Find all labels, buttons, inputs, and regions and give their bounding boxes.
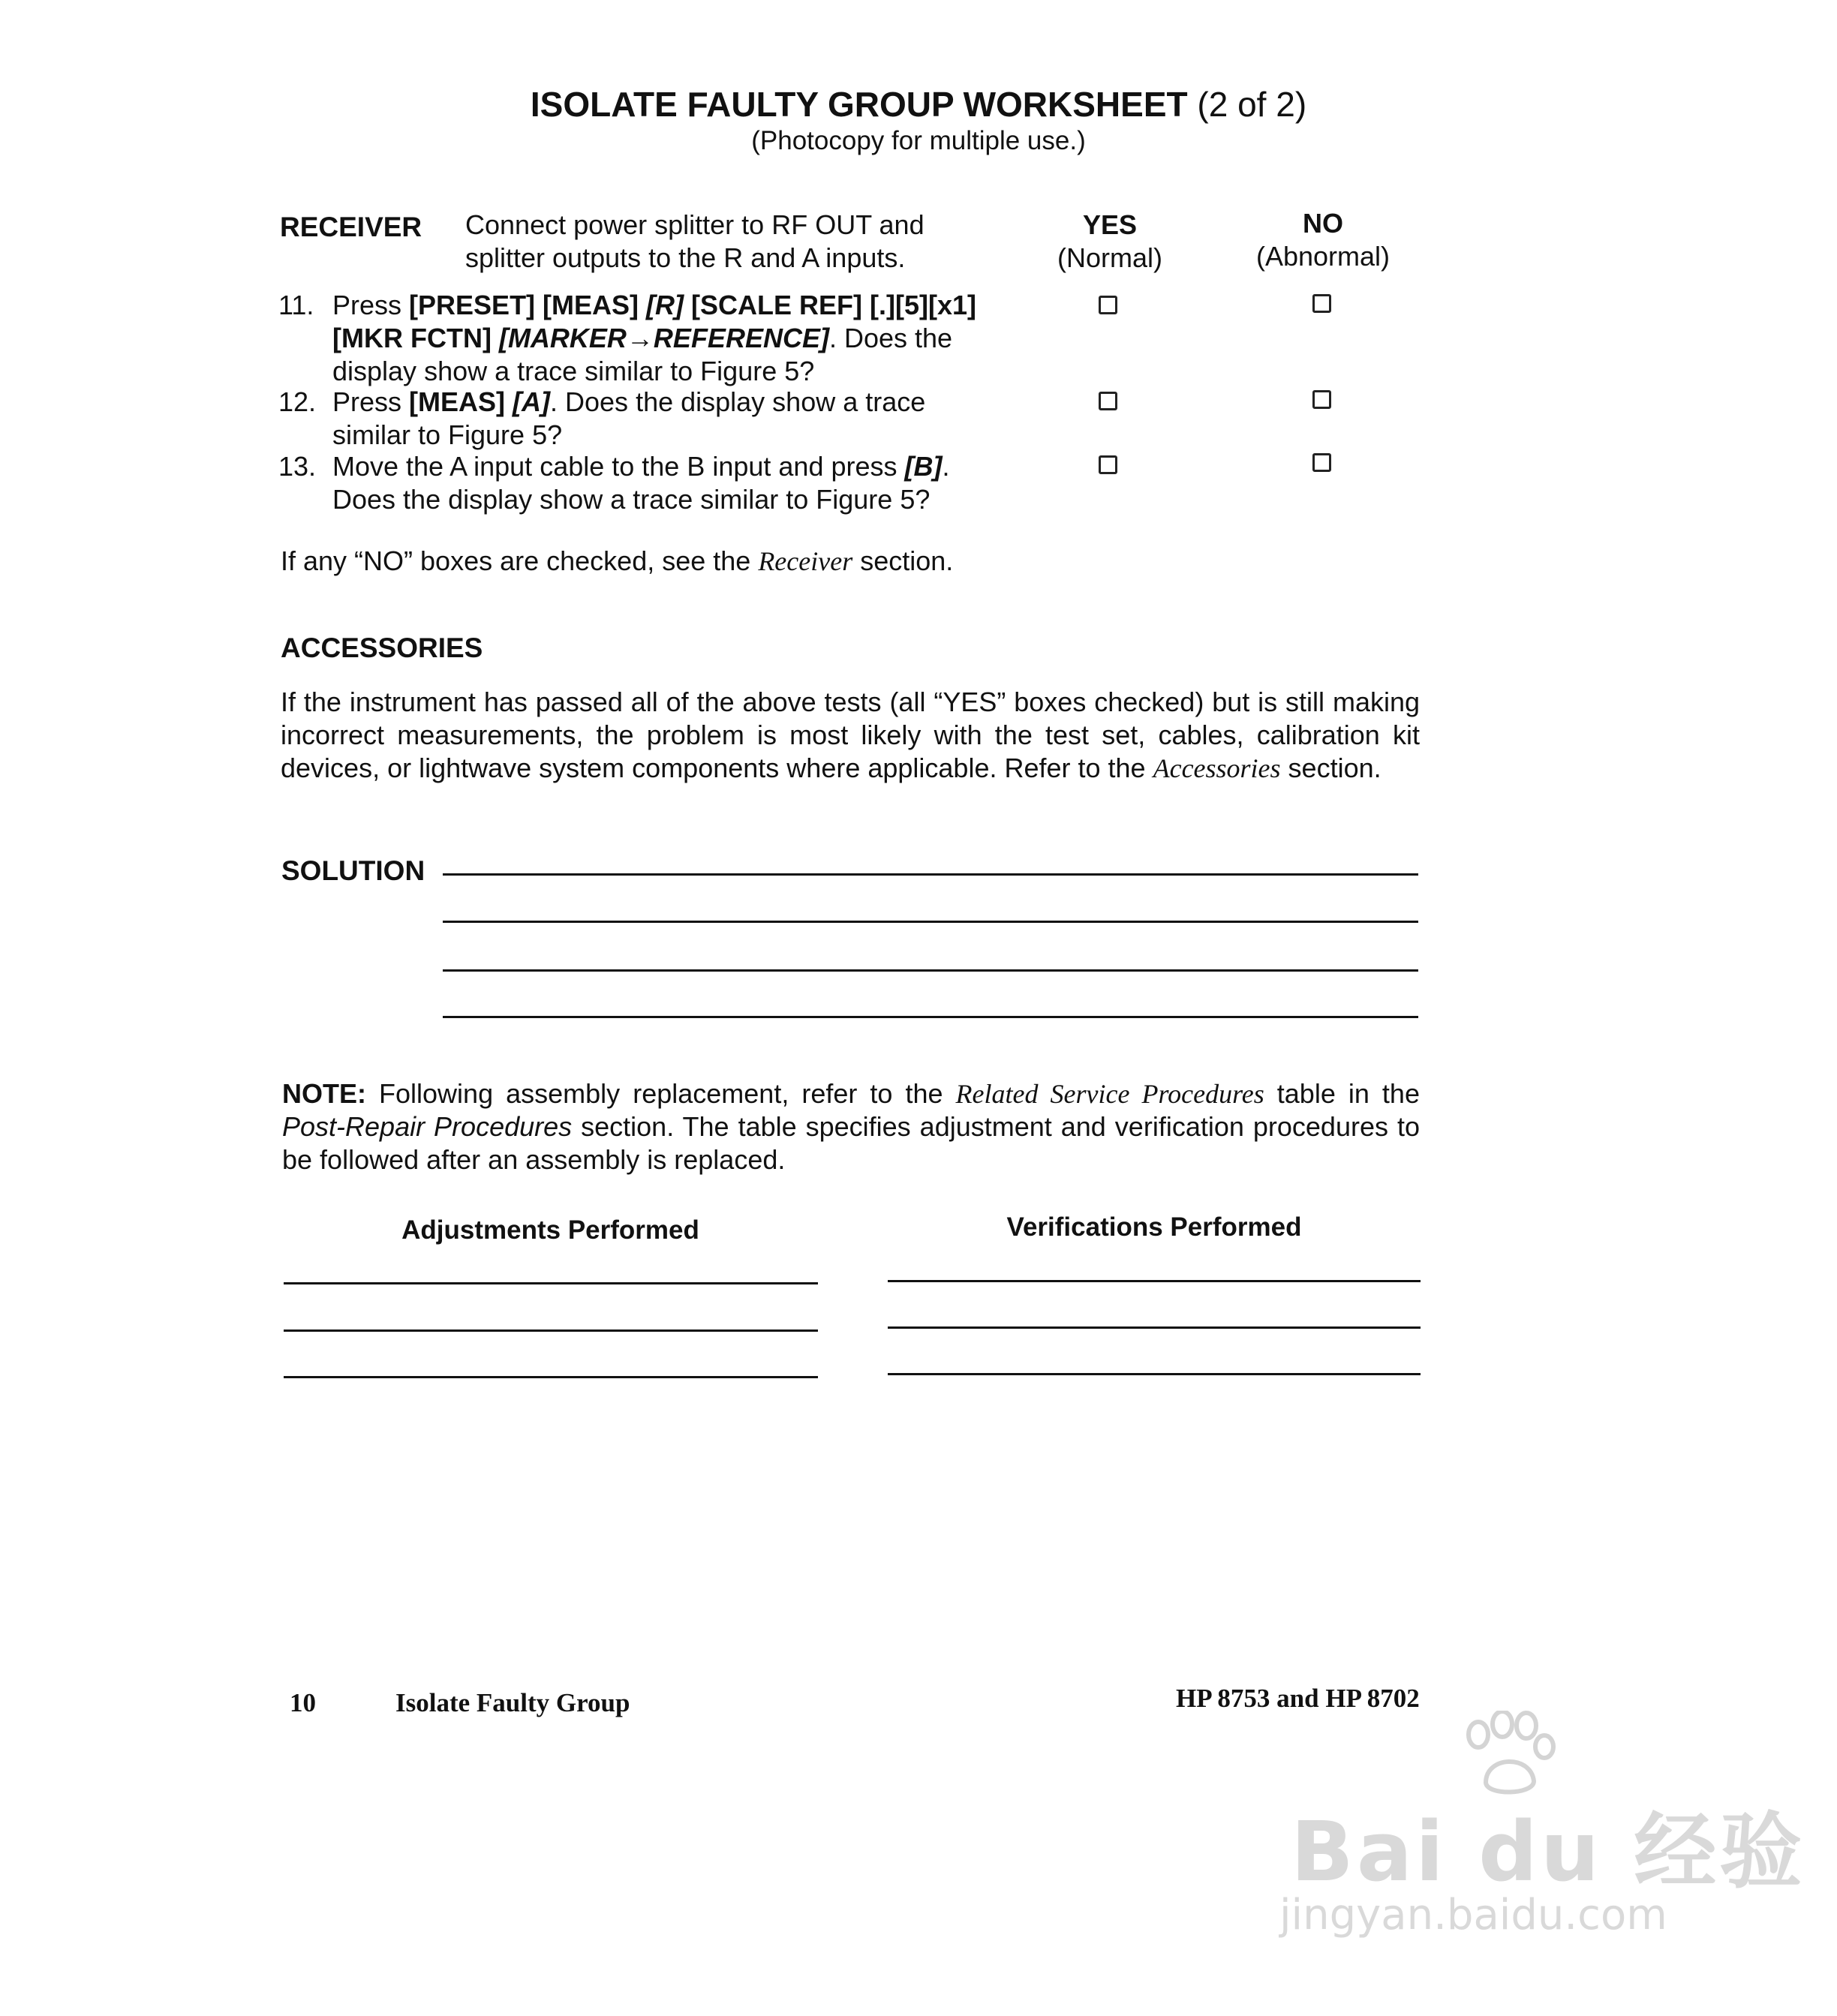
step-13-text: Move the A input cable to the B input and press [B]. Does the display show a trace similar to Figure 5? — [332, 451, 950, 515]
step-number: 11. — [278, 290, 314, 320]
receiver-heading: RECEIVER — [280, 212, 422, 242]
no-column-header — [1225, 207, 1421, 273]
page-title — [0, 84, 1837, 125]
adjustments-line[interactable] — [284, 1376, 818, 1378]
watermark-brand: Bai du 经验 — [1291, 1804, 1805, 1900]
receiver-footnote: If any “NO” boxes are checked, see the Receiver section. — [281, 545, 954, 576]
step-13-yes-checkbox[interactable] — [1099, 455, 1117, 474]
receiver-intro-line1: Connect power splitter to RF OUT and — [465, 209, 925, 240]
step-number: 12. — [278, 386, 317, 417]
adjustments-line[interactable] — [284, 1282, 818, 1284]
solution-label: SOLUTION — [281, 855, 425, 886]
solution-line[interactable] — [443, 921, 1418, 923]
verifications-line[interactable] — [888, 1373, 1421, 1375]
title-bold: ISOLATE FAULTY GROUP WORKSHEET — [530, 85, 1188, 124]
step-number: 13. — [278, 451, 317, 482]
receiver-intro — [465, 209, 925, 275]
page-subtitle: (Photocopy for multiple use.) — [751, 126, 1086, 155]
receiver-intro-line2: splitter outputs to the R and A inputs. — [465, 242, 906, 273]
solution-line[interactable] — [443, 873, 1418, 876]
no-sublabel: (Abnormal) — [1255, 241, 1391, 272]
note-label: NOTE: — [282, 1078, 366, 1109]
solution-line[interactable] — [443, 969, 1418, 972]
step-11-no-checkbox[interactable] — [1312, 294, 1331, 313]
step-12-yes-checkbox[interactable] — [1099, 392, 1117, 410]
yes-column-header — [1012, 209, 1207, 275]
accessories-heading: ACCESSORIES — [281, 632, 483, 663]
step-12-no-checkbox[interactable] — [1312, 390, 1331, 409]
verifications-line[interactable] — [888, 1326, 1421, 1329]
step-13-no-checkbox[interactable] — [1312, 453, 1331, 472]
no-label: NO — [1303, 208, 1343, 239]
yes-label: YES — [1082, 209, 1138, 240]
footer-section: Isolate Faulty Group — [395, 1688, 630, 1717]
adjustments-line[interactable] — [284, 1329, 818, 1332]
note-paragraph: NOTE: Following assembly replacement, refer to the Related Service Procedures table in the Post-Repair Procedures section. The table specifies adjustment and verification procedures to be followed after an assembly is replaced. — [282, 1078, 1420, 1175]
adjustments-performed-heading: Adjustments Performed — [401, 1215, 699, 1245]
page-number: 10 — [290, 1688, 316, 1717]
footer-model: HP 8753 and HP 8702 — [1176, 1684, 1420, 1713]
yes-sublabel: (Normal) — [1057, 242, 1162, 273]
verifications-line[interactable] — [888, 1280, 1421, 1282]
title-part: (2 of 2) — [1197, 85, 1307, 124]
watermark-url: jingyan.baidu.com — [1279, 1891, 1667, 1939]
step-11-text: Press [PRESET] [MEAS] [R] [SCALE REF] [.][5][x1] [MKR FCTN] [MARKER→REFERENCE]. Does the display show a trace similar to Figure 5? — [332, 290, 977, 386]
verifications-performed-heading: Verifications Performed — [1006, 1212, 1302, 1242]
accessories-paragraph: If the instrument has passed all of the above tests (all “YES” boxes checked) but is still making incorrect measurements, the problem is most likely with the test set, cables, calibration kit devices, or lightwave system components where applicable. Refer to the Accessories section. — [281, 687, 1420, 783]
solution-line[interactable] — [443, 1016, 1418, 1018]
step-11-yes-checkbox[interactable] — [1099, 296, 1117, 314]
step-12-text: Press [MEAS] [A]. Does the display show a trace similar to Figure 5? — [332, 386, 926, 450]
